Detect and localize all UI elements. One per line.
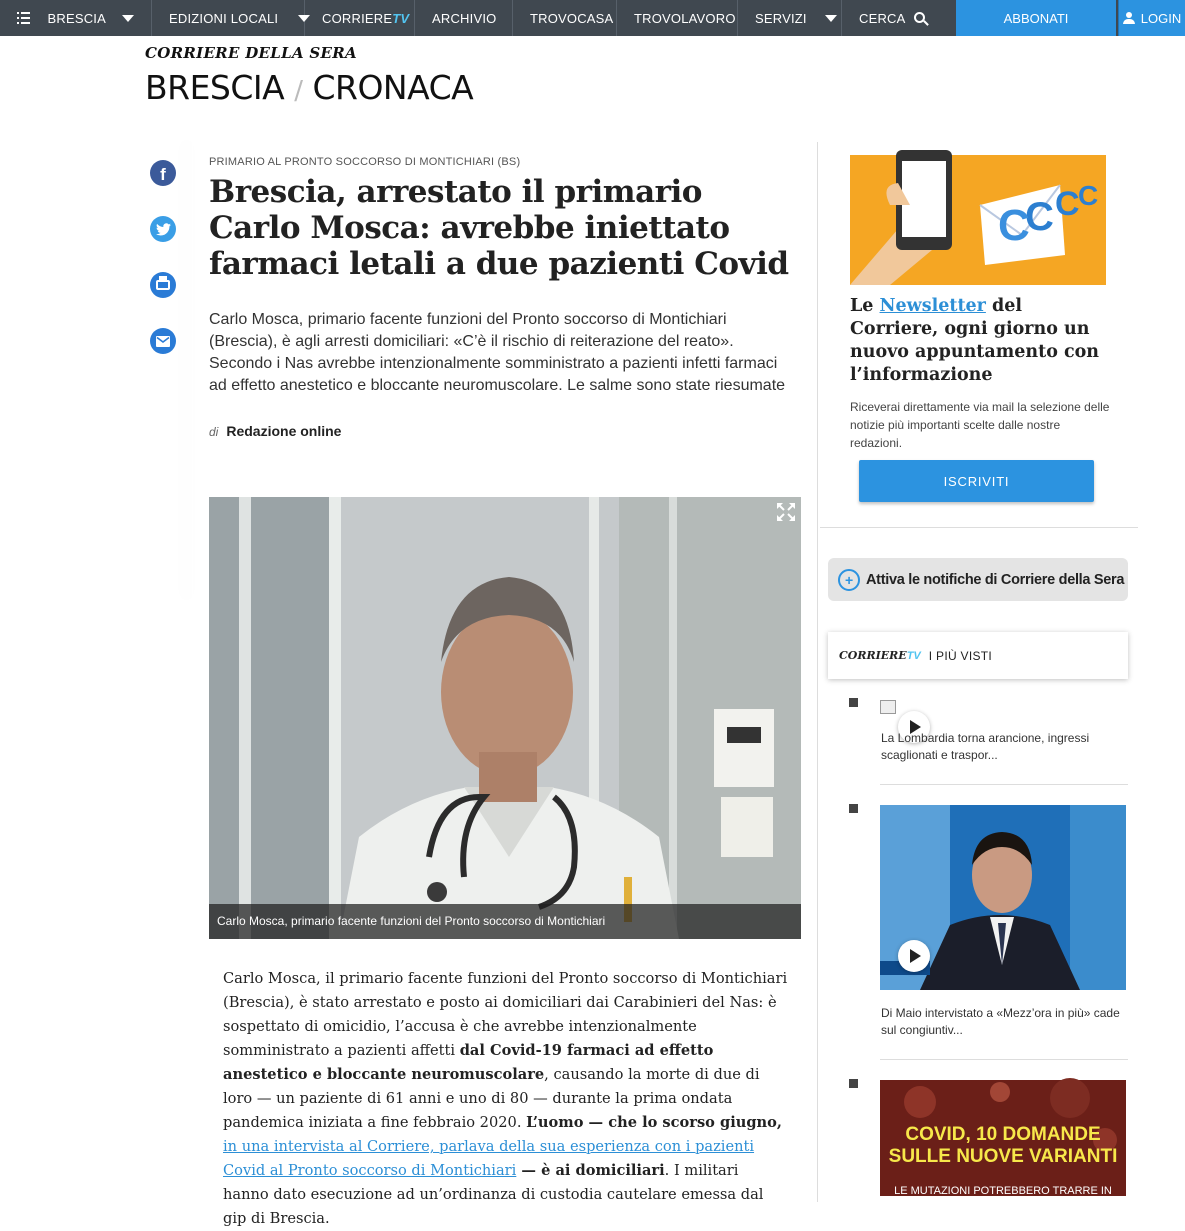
breadcrumb bbox=[145, 68, 473, 107]
nav-corriere-tv-label: CORRIERE bbox=[322, 10, 393, 26]
nav-servizi-label: SERVIZI bbox=[755, 10, 807, 26]
newsletter-link[interactable]: Newsletter bbox=[879, 296, 986, 316]
nav-archivio[interactable] bbox=[415, 0, 513, 36]
article-byline bbox=[209, 423, 341, 439]
corriere-logo[interactable]: CORRIERE DELLA SERA bbox=[145, 44, 357, 62]
svg-text:C: C bbox=[1055, 185, 1080, 223]
article-headline: Brescia, arrestato il primario Carlo Mosca: avrebbe iniettato farmaci letali a due pazienti Covid bbox=[209, 174, 789, 282]
svg-text:C: C bbox=[1078, 180, 1099, 211]
video-3-line-1: COVID, 10 DOMANDE bbox=[905, 1124, 1101, 1145]
article-body bbox=[223, 967, 788, 1231]
nav-edizioni-locali-label: EDIZIONI LOCALI bbox=[169, 10, 279, 26]
twitter-share-button[interactable] bbox=[150, 216, 176, 242]
body-bold-2: L’uomo — che lo scorso giugno, bbox=[526, 1114, 782, 1131]
photo-caption: Carlo Mosca, primario facente funzioni del Pronto soccorso di Montichiari bbox=[209, 904, 801, 939]
video-thumbnail-3[interactable] bbox=[880, 1080, 1126, 1209]
breadcrumb-section[interactable]: BRESCIA bbox=[145, 68, 285, 107]
login-label: LOGIN bbox=[1140, 10, 1182, 26]
most-viewed-label: I PIÙ VISTI bbox=[928, 648, 993, 663]
video-title-1[interactable]: La Lombardia torna arancione, ingressi scaglionati e traspor... bbox=[881, 731, 1090, 762]
article-photo[interactable] bbox=[209, 497, 801, 939]
newsletter-title bbox=[850, 295, 1110, 387]
play-icon[interactable] bbox=[898, 940, 930, 972]
newsletter-title-pre: Le bbox=[850, 296, 880, 316]
expand-icon[interactable] bbox=[776, 502, 796, 522]
corriere-tv-logo-a: CORRIERE bbox=[839, 649, 907, 662]
nav-archivio-label: ARCHIVIO bbox=[432, 10, 497, 26]
article-summary: Carlo Mosca, primario facente funzioni del Pronto soccorso di Montichiari (Brescia), è agli arresti domiciliari: «C’è il rischio di reiterazione del reato». Secondo i Nas avrebbe intenzionalmente somministrato a pazienti infetti farmaci ad effetto anestetico e bloccante neuromuscolare. Le salme sono state riesumate bbox=[209, 311, 786, 394]
body-bold-3: — è ai domiciliari bbox=[516, 1162, 665, 1179]
subscribe-button-label: ISCRIVITI bbox=[943, 473, 1010, 489]
corriere-tv-logo bbox=[839, 649, 921, 662]
video-thumbnail-1[interactable] bbox=[880, 700, 896, 714]
nav-brescia[interactable] bbox=[0, 0, 152, 36]
enable-notifications-label: Attiva le notifiche di Corriere della Sera bbox=[866, 571, 1125, 588]
list-bullet bbox=[849, 1079, 858, 1088]
nav-corriere-tv-tv: TV bbox=[392, 10, 410, 26]
list-bullet bbox=[849, 804, 858, 813]
article-shadow bbox=[192, 140, 193, 600]
body-bold-1: dal Covid-19 farmaci ad effetto anestetico e bloccante neuromuscolare bbox=[223, 1042, 714, 1083]
newsletter-title-post: del Corriere, ogni giorno un nuovo appuntamento con l’informazione bbox=[850, 296, 1100, 385]
byline-author: Redazione online bbox=[226, 423, 342, 439]
enable-notifications-button[interactable] bbox=[828, 558, 1128, 601]
breadcrumb-separator: / bbox=[294, 76, 303, 106]
photo-doctor-illustration bbox=[209, 497, 801, 939]
newsletter-banner-image[interactable] bbox=[850, 145, 1106, 285]
byline-prefix: di bbox=[209, 425, 219, 439]
nav-edizioni-locali[interactable] bbox=[152, 0, 305, 36]
search-icon bbox=[914, 12, 925, 23]
right-column-divider bbox=[817, 142, 818, 1202]
subscribe-button[interactable] bbox=[859, 460, 1094, 502]
list-separator bbox=[880, 1059, 1128, 1060]
corriere-tv-logo-b: TV bbox=[906, 650, 921, 662]
corriere-tv-header[interactable] bbox=[828, 632, 1128, 679]
print-button[interactable] bbox=[150, 272, 176, 298]
mail-icon bbox=[156, 336, 170, 347]
nav-corriere-tv[interactable] bbox=[305, 0, 415, 36]
chevron-down-icon bbox=[825, 15, 837, 22]
menu-icon[interactable] bbox=[17, 12, 30, 24]
login-button[interactable] bbox=[1118, 0, 1185, 36]
right-column-separator bbox=[820, 527, 1138, 528]
facebook-share-button[interactable] bbox=[150, 160, 176, 186]
article-kicker: PRIMARIO AL PRONTO SOCCORSO DI MONTICHIARI (BS) bbox=[209, 156, 521, 168]
nav-trovolavoro-label: TROVOLAVORO bbox=[634, 10, 736, 26]
alarm-clock-icon: + bbox=[838, 569, 860, 591]
body-text-1: Carlo Mosca, il primario facente funzioni del Pronto soccorso di Montichiari (Brescia), è stato arrestato e posto ai domiciliari dai Carabinieri del Nas: è sospettato di omicidio, l’accusa è che avrebbe intenzionalmente somministrato a pazienti affetti bbox=[223, 970, 788, 1059]
video-3-headline bbox=[880, 1124, 1126, 1168]
nav-trovocasa-label: TROVOCASA bbox=[530, 10, 614, 26]
chevron-down-icon bbox=[122, 15, 134, 22]
video-3-line-2: SULLE NUOVE VARIANTI bbox=[888, 1146, 1118, 1167]
nav-trovolavoro[interactable] bbox=[617, 0, 738, 36]
body-text-3: . I militari hanno dato esecuzione ad un’ordinanza di custodia cautelare emessa dal gip di Brescia. bbox=[223, 1162, 764, 1227]
breadcrumb-subsection[interactable]: CRONACA bbox=[312, 68, 474, 107]
facebook-icon: f bbox=[160, 164, 166, 184]
twitter-icon bbox=[156, 223, 171, 236]
interview-link[interactable]: in una intervista al Corriere, parlava della sua esperienza con i pazienti Covid al Pronto soccorso di Montichiari bbox=[223, 1138, 755, 1179]
body-text-2: , causando la morte di due di loro — un paziente di 61 anni e uno di 80 — durante la prima ondata pandemica iniziata a fine febbraio 2020. bbox=[223, 1066, 760, 1131]
svg-text:C: C bbox=[1025, 195, 1054, 239]
list-separator bbox=[880, 784, 1128, 785]
print-icon bbox=[156, 280, 170, 290]
svg-text:C: C bbox=[998, 201, 1030, 250]
abbonati-button[interactable] bbox=[956, 0, 1116, 36]
nav-cerca-label: CERCA bbox=[859, 10, 906, 26]
nav-servizi[interactable] bbox=[738, 0, 842, 36]
video-3-subtitle: LE MUTAZIONI POTREBBERO TRARRE IN INGANNO IL SISTEMA IMMUNITARIO bbox=[894, 1185, 1112, 1209]
nav-cerca[interactable] bbox=[842, 0, 956, 36]
share-column bbox=[150, 160, 178, 384]
nav-trovocasa[interactable] bbox=[513, 0, 617, 36]
nav-brescia-label: BRESCIA bbox=[47, 10, 106, 26]
list-bullet bbox=[849, 698, 858, 707]
abbonati-label: ABBONATI bbox=[1003, 10, 1069, 26]
email-share-button[interactable] bbox=[150, 328, 176, 354]
user-icon bbox=[1123, 12, 1134, 24]
video-title-2[interactable]: Di Maio intervistato a «Mezz’ora in più» cade sul congiuntiv... bbox=[881, 1006, 1120, 1037]
newsletter-description: Riceverai direttamente via mail la selezione delle notizie più importanti scelte dalle nostre redazioni. bbox=[850, 400, 1110, 450]
